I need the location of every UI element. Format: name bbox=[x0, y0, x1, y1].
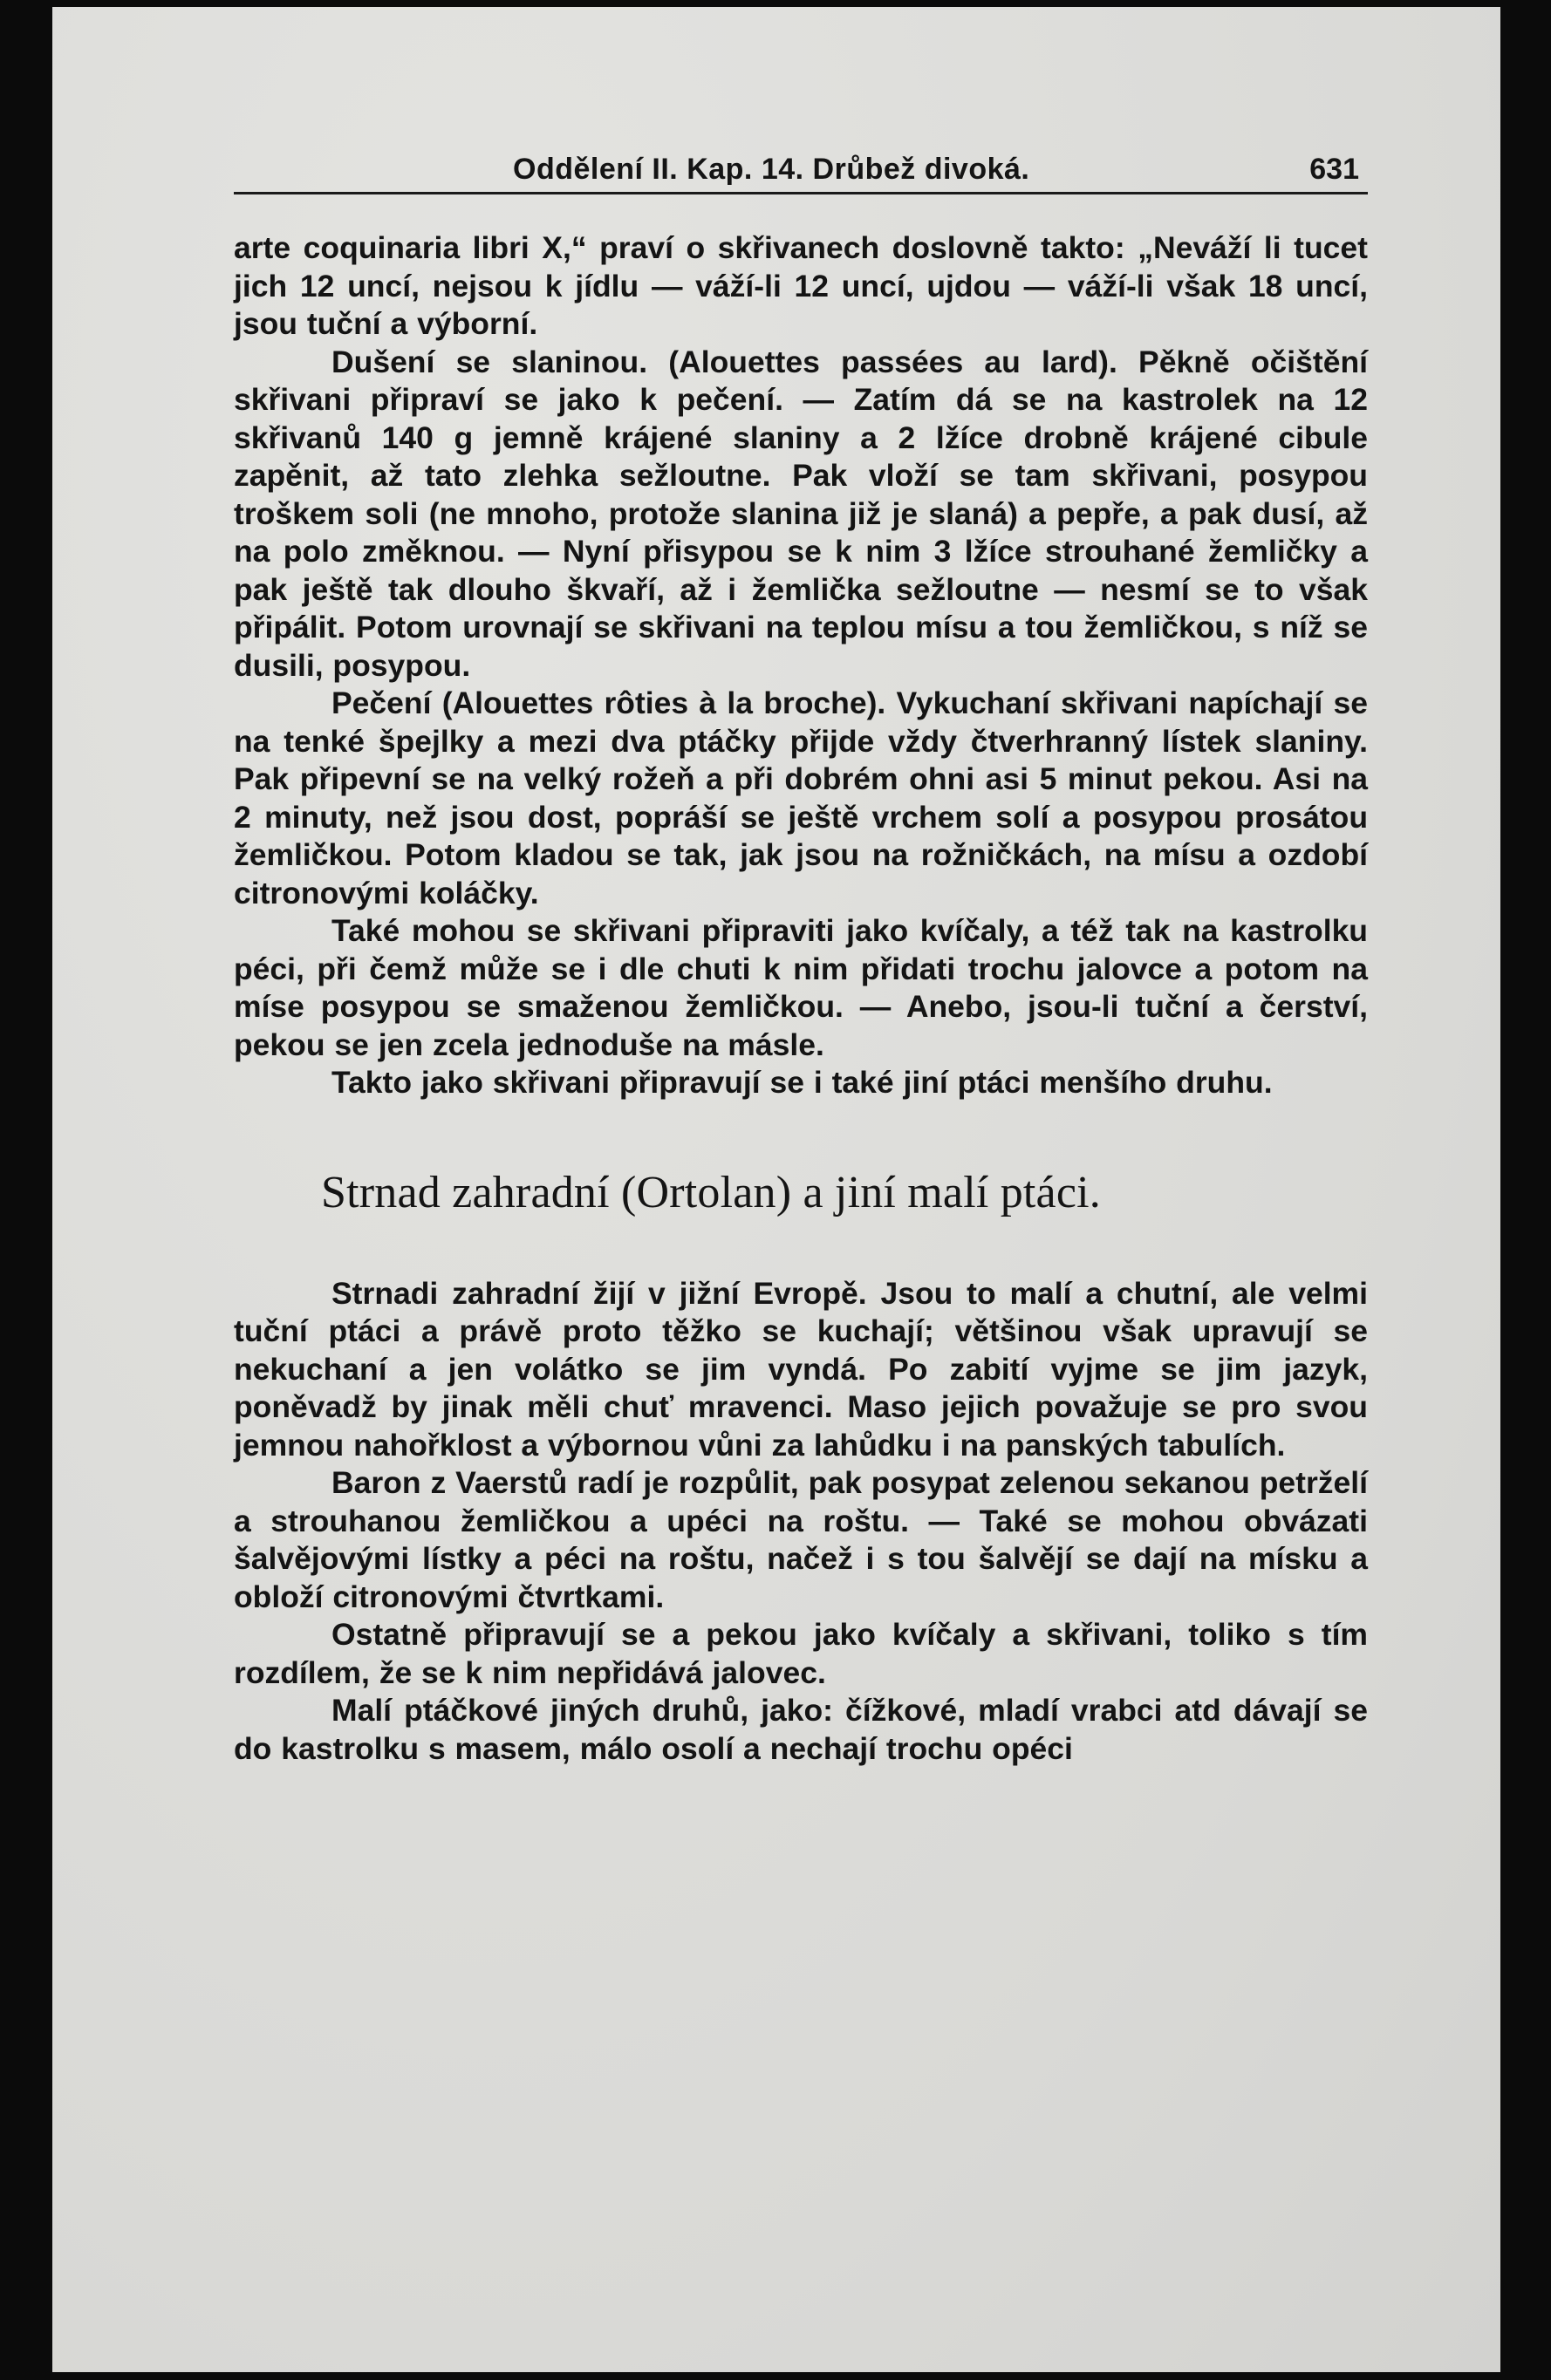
paragraph: Dušení se slaninou. (Alouettes passées au lard). Pěkně očištění skřivani připraví se jako k pečení. — Zatím dá se na kastrolek na 12 skřivanů 140 g jemně krájené slaniny a 2 lžíce drobně krájené cibule zapěnit, až tato zlehka sežloutne. Pak vloží se tam skřivani, posypou troškem soli (ne mnoho, protože slanina již je slaná) a pepře, a pak dusí, až na polo změknou. — Nyní přisypou se k nim 3 lžíce strouhané žemličky a pak ještě tak dlouho škvaří, až i žemlička sežloutne — nesmí se to však připálit. Potom urovnají se skřivani na teplou mísu a tou žemličkou, s níž se dusili, posypou. bbox=[234, 344, 1368, 683]
paragraph: Ostatně připravují se a pekou jako kvíčaly a skřivani, toliko s tím rozdílem, že se k nim nepřidává jalovec. bbox=[234, 1617, 1368, 1690]
paragraph: arte coquinaria libri X,“ praví o skřivanech doslovně takto: „Neváží li tucet jich 12 uncí, nejsou k jídlu — váží-li 12 uncí, ujdou — váží-li však 18 uncí, jsou tuční a výborní. bbox=[234, 230, 1368, 341]
paragraph: Malí ptáčkové jiných druhů, jako: čížkové, mladí vrabci atd dávají se do kastrolku s masem, málo osolí a nechají trochu opéci bbox=[234, 1693, 1368, 1766]
paragraph: Také mohou se skřivani připraviti jako kvíčaly, a též tak na kastrolku péci, při čemž může se i dle chuti k nim přidati trochu jalovce a potom na míse posypou se smaženou žemličkou. — Anebo, jsou-li tuční a čerství, pekou se jen zcela jednoduše na másle. bbox=[234, 913, 1368, 1062]
paragraph: Takto jako skřivani připravují se i také jiní ptáci menšího druhu. bbox=[331, 1065, 1273, 1100]
running-title: Oddělení II. Kap. 14. Drůbež divoká. bbox=[513, 153, 1030, 186]
scanned-page bbox=[52, 7, 1500, 2372]
paragraph: Strnadi zahradní žijí v jižní Evropě. Jsou to malí a chutní, ale velmi tuční ptáci a právě proto těžko se kuchají; většinou však upravují se nekuchaní a jen volátko se jim vyndá. Po zabití vyjme se jim jazyk, poněvadž by jinak měli chuť mravenci. Maso jejich považuje se pro svou jemnou nahořklost a výbornou vůni za lahůdku i na panských tabulích. bbox=[234, 1275, 1368, 1463]
running-header bbox=[234, 147, 1368, 194]
section-title: Strnad zahradní (Ortolan) a jiní malí ptáci. bbox=[321, 1167, 1101, 1217]
body-text-part2 bbox=[234, 1275, 1368, 1769]
paragraph: Pečení (Alouettes rôties à la broche). Vykuchaní skřivani napíchají se na tenké špejlky a mezi dva ptáčky přijde vždy čtverhranný lístek slaniny. Pak připevní se na velký rožeň a při dobrém ohni asi 5 minut pekou. Asi na 2 minuty, než jsou dost, popráší se ještě vrchem solí a posypou prosátou žemličkou. Potom kladou se tak, jak jsou na rožničkách, na mísu a ozdobí citronovými koláčky. bbox=[234, 685, 1368, 910]
page-content bbox=[234, 147, 1368, 1768]
paragraph: Baron z Vaerstů radí je rozpůlit, pak posypat zelenou sekanou petrželí a strouhanou žemličkou a upéci na roštu. — Také se mohou obvázati šalvějovými lístky a péci na roštu, načež i s tou šalvějí se dají na mísku a obloží citronovými čtvrtkami. bbox=[234, 1465, 1368, 1614]
body-text-part1 bbox=[234, 229, 1368, 1102]
page-number: 631 bbox=[1309, 153, 1359, 186]
